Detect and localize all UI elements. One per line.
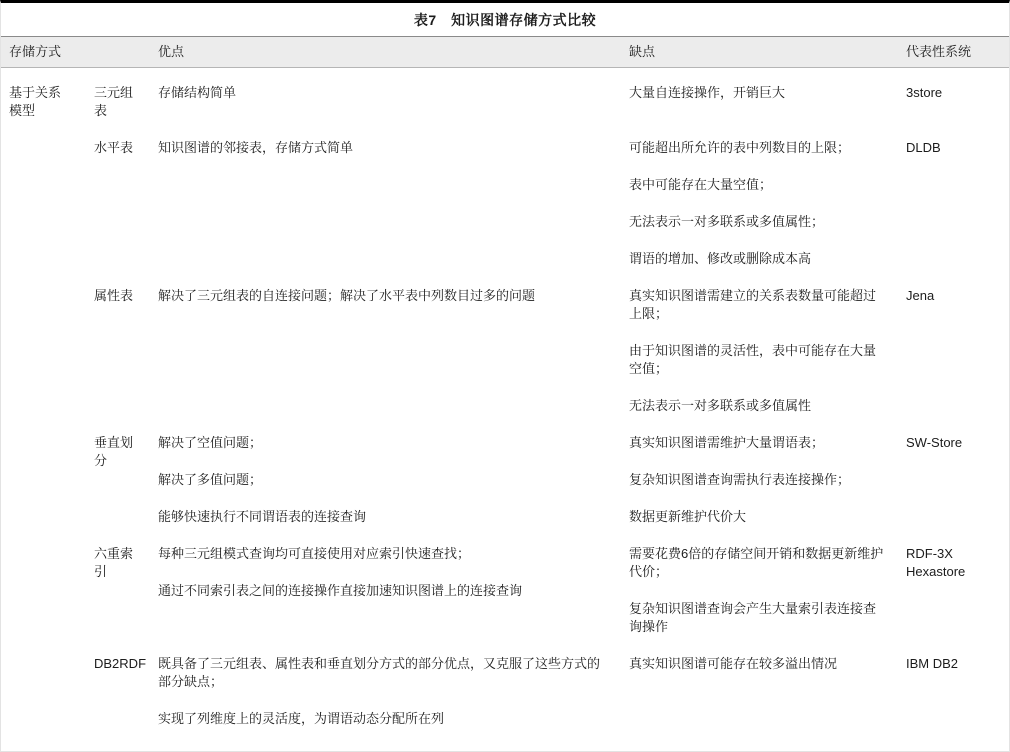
pros-item: 实现了列维度上的灵活度，为谓语动态分配所在列 [158, 711, 445, 726]
system-cell [898, 139, 1009, 287]
pros-item: 每种三元组模式查询均可直接使用对应索引快速查找； [158, 546, 471, 561]
subtype-cell [86, 545, 150, 655]
system-cell [898, 287, 1009, 434]
category-cell [1, 545, 86, 655]
cons-cell [621, 139, 898, 287]
table-body [1, 68, 1009, 751]
pros-item: 能够快速执行不同谓语表的连接查询 [158, 509, 367, 524]
subtype-label: 属性表 [94, 288, 134, 303]
pros-cell [150, 434, 621, 545]
subtype-label: DB2RDF [94, 656, 147, 671]
category-cell [1, 434, 86, 545]
cons-item: 真实知识图谱可能存在较多溢出情况 [629, 656, 838, 671]
pros-item: 解决了空值问题； [158, 435, 263, 450]
cons-item: 可能超出所允许的表中列数目的上限； [629, 140, 851, 155]
cons-item: 无法表示一对多联系或多值属性 [629, 398, 812, 413]
subtype-label: 六重索引 [94, 546, 134, 579]
category-cell [1, 655, 86, 747]
pros-item: 通过不同索引表之间的连接操作直接加速知识图谱上的连接查询 [158, 583, 523, 598]
header-pros: 优点 [158, 44, 185, 59]
cons-item: 真实知识图谱需维护大量谓语表； [629, 435, 825, 450]
pros-cell [150, 139, 621, 287]
category-cell [1, 287, 86, 434]
pros-cell [150, 545, 621, 655]
cons-item: 真实知识图谱需建立的关系表数量可能超过上限； [629, 288, 877, 321]
header-system: 代表性系统 [906, 44, 972, 59]
pros-item: 知识图谱的邻接表，存储方式简单 [158, 140, 354, 155]
header-cons: 缺点 [629, 44, 656, 59]
system-name: SW-Store [906, 435, 963, 450]
table-row [1, 434, 1009, 545]
system-name: IBM DB2 [906, 656, 959, 671]
system-name: Jena [906, 288, 935, 303]
system-name: RDF-3X [906, 546, 953, 561]
header-storage-method: 存储方式 [9, 44, 62, 59]
category-label: 基于关系模型 [9, 85, 62, 118]
system-cell [898, 655, 1009, 747]
cons-cell [621, 655, 898, 747]
cons-cell [621, 545, 898, 655]
table-row [1, 84, 1009, 139]
system-name: DLDB [906, 140, 941, 155]
subtype-label: 水平表 [94, 140, 134, 155]
subtype-cell [86, 655, 150, 747]
pros-item: 存储结构简单 [158, 85, 237, 100]
cons-item: 谓语的增加、修改或删除成本高 [629, 251, 812, 266]
subtype-cell [86, 287, 150, 434]
cons-item: 数据更新维护代价大 [629, 509, 747, 524]
subtype-cell [86, 434, 150, 545]
cons-item: 大量自连接操作，开销巨大 [629, 85, 786, 100]
pros-item: 解决了多值问题； [158, 472, 263, 487]
cons-item: 复杂知识图谱查询需执行表连接操作； [629, 472, 851, 487]
system-cell [898, 84, 1009, 139]
table-row [1, 287, 1009, 434]
cons-item: 由于知识图谱的灵活性，表中可能存在大量空值； [629, 343, 877, 376]
pros-cell [150, 287, 621, 434]
cons-item: 复杂知识图谱查询会产生大量索引表连接查询操作 [629, 601, 877, 634]
cons-item: 无法表示一对多联系或多值属性； [629, 214, 825, 229]
pros-item: 既具备了三元组表、属性表和垂直划分方式的部分优点，又克服了这些方式的部分缺点； [158, 656, 601, 689]
pros-cell [150, 655, 621, 747]
pros-item: 解决了三元组表的自连接问题；解决了水平表中列数目过多的问题 [158, 288, 536, 303]
system-cell [898, 434, 1009, 545]
subtype-label: 三元组表 [94, 85, 134, 118]
table-title: 表7 知识图谱存储方式比较 [1, 3, 1009, 37]
table-row [1, 139, 1009, 287]
pros-cell [150, 84, 621, 139]
category-cell [1, 84, 86, 139]
subtype-cell [86, 139, 150, 287]
system-name: Hexastore [906, 564, 966, 579]
cons-cell [621, 84, 898, 139]
cons-cell [621, 434, 898, 545]
subtype-label: 垂直划分 [94, 435, 134, 468]
system-cell [898, 545, 1009, 655]
table-row [1, 545, 1009, 655]
system-name: 3store [906, 85, 943, 100]
table-row [1, 655, 1009, 747]
cons-item: 表中可能存在大量空值； [629, 177, 773, 192]
subtype-cell [86, 84, 150, 139]
table-header-row [1, 37, 1009, 68]
cons-item: 需要花费6倍的存储空间开销和数据更新维护代价； [629, 546, 884, 579]
cons-cell [621, 287, 898, 434]
category-cell [1, 139, 86, 287]
